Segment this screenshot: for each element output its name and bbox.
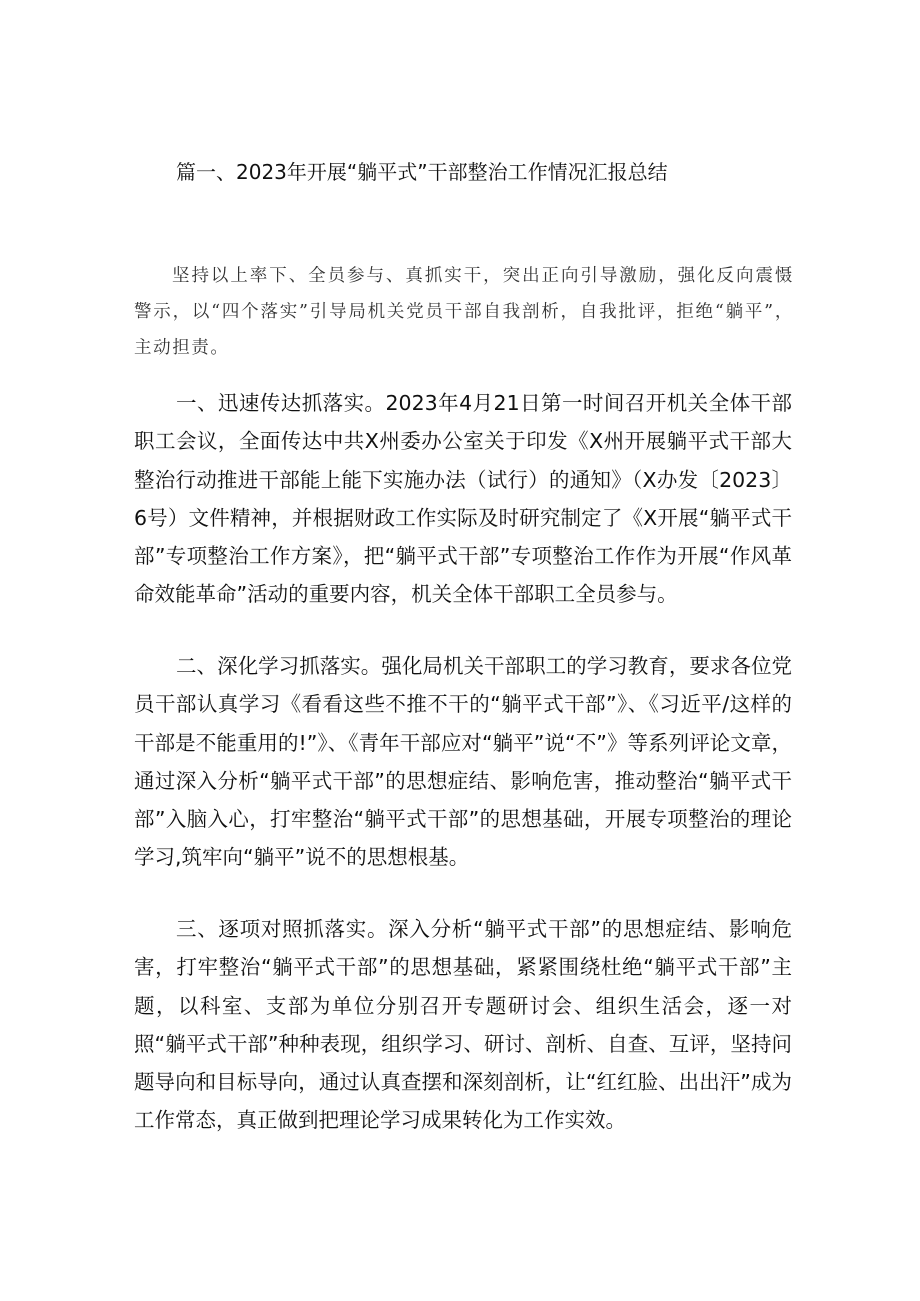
paragraph-3: 三、逐项对照抓落实。深入分析“躺平式干部”的思想症结、影响危害，打牢整治“躺平式干部”的思想基础，紧紧围绕杜绝“躺平式干部”主题，以科室、支部为单位分别召开专题研讨会、组织生活会，逐一对照“躺平式干部”种种表现，组织学习、研讨、剖析、自查、互评，坚持问题导向和目标导向，通过认真查摆和深刻剖析，让“红红脸、出出汗”成为工作常态，真正做到把理论学习成果转化为工作实效。: [134, 917, 792, 1133]
paragraph-1: 一、迅速传达抓落实。2023年4月21日第一时间召开机关全体干部职工会议，全面传达中共X州委办公室关于印发《X州开展躺平式干部大整治行动推进干部能上能下实施办法（试行）的通知》（X办发〔2023〕6号）文件精神，并根据财政工作实际及时研究制定了《X开展“躺平式干部”专项整治工作方案》，把“躺平式干部”专项整治工作作为开展“作风革命效能革命”活动的重要内容，机关全体干部职工全员参与。: [134, 391, 792, 607]
intro-paragraph: 坚持以上率下、全员参与、真抓实干，突出正向引导激励，强化反向震慑警示，以“四个落实”引导局机关党员干部自我剖析，自我批评，拒绝“躺平”，主动担责。: [134, 266, 794, 358]
paragraph-2: 二、深化学习抓落实。强化局机关干部职工的学习教育，要求各位党员干部认真学习《看看这些不推不干的“躺平式干部”》、《习近平/这样的干部是不能重用的!”》、《青年干部应对“躺平”说“不”》等系列评论文章，通过深入分析“躺平式干部”的思想症结、影响危害，推动整治“躺平式干部”入脑入心，打牢整治“躺平式干部”的思想基础，开展专项整治的理论学习,筑牢向“躺平”说不的思想根基。: [134, 654, 792, 870]
document-title: 篇一、2023年开展“躺平式”干部整治工作情况汇报总结: [176, 160, 668, 184]
